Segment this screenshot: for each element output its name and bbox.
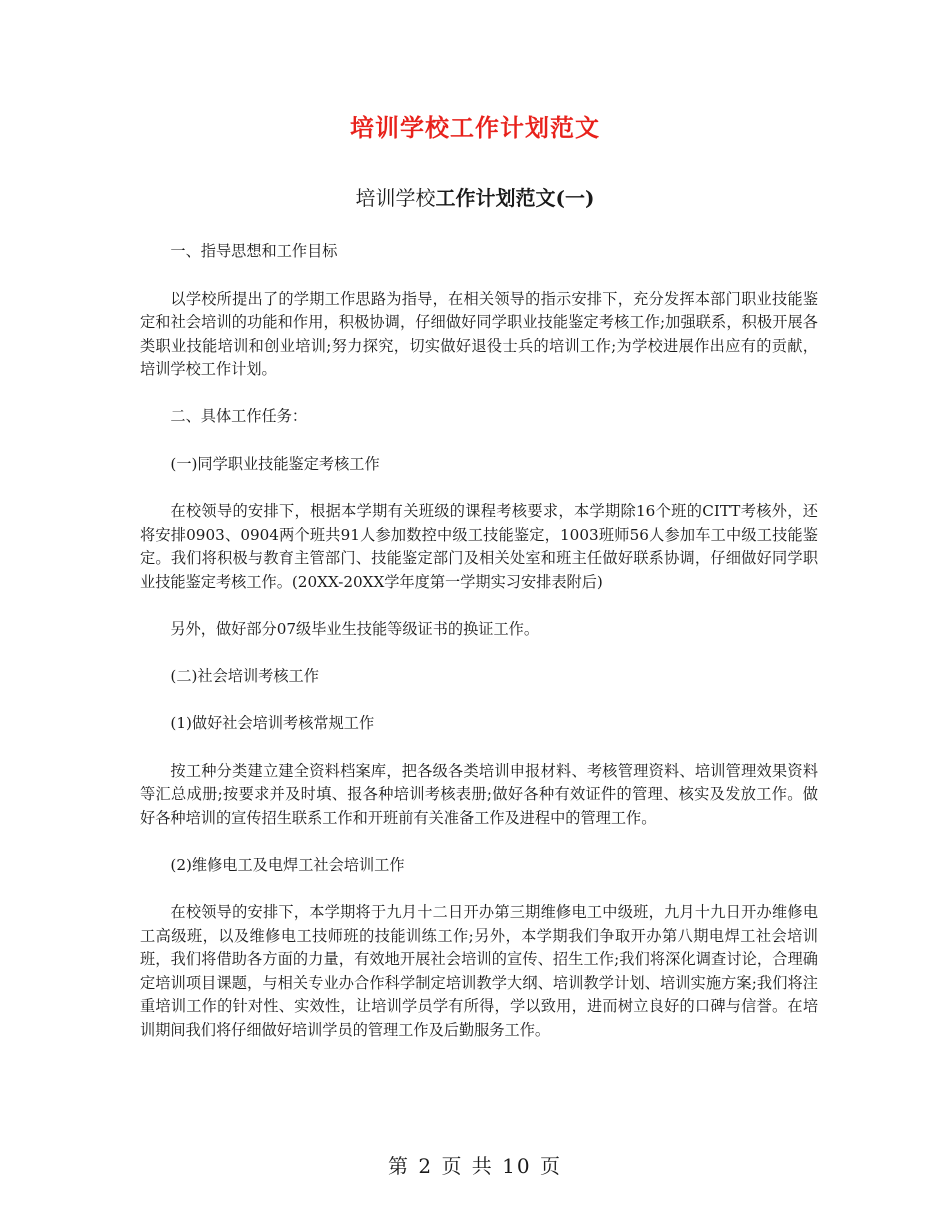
paragraph: 在校领导的安排下，根据本学期有关班级的课程考核要求，本学期除16个班的CITT考核外，还将安排0903、0904两个班共91人参加数控中级工技能鉴定，1003班师56人参加车工中级工技能鉴定。我们将积极与教育主管部门、技能鉴定部门及相关处室和班主任做好联系协调，仔细做好同学职业技能鉴定考核工作。(20XX-20XX学年度第一学期实习安排表附后): [140, 502, 818, 591]
paragraph: 另外，做好部分07级毕业生技能等级证书的换证工作。: [170, 619, 540, 638]
section-title: [0, 182, 950, 211]
paragraph: 在校领导的安排下，本学期将于九月十二日开办第三期维修电工中级班，九月十九日开办维修电工高级班，以及维修电工技师班的技能训练工作;另外，本学期我们争取开办第八期电焊工社会培训班，我们将借助各方面的力量，有效地开展社会培训的宣传、招生工作;我们将深化调查讨论，合理确定培训项目课题，与相关专业办合作科学制定培训教学大纲、培训教学计划、培训实施方案;我们将注重培训工作的针对性、实效性，让培训学员学有所得，学以致用，进而树立良好的口碑与信誉。在培训期间我们将仔细做好培训学员的管理工作及后勤服务工作。: [140, 903, 818, 1039]
subheading: (2)维修电工及电焊工社会培训工作: [170, 855, 405, 874]
paragraph: 按工种分类建立建全资料档案库，把各级各类培训申报材料、考核管理资料、培训管理效果资料等汇总成册;按要求并及时填、报各种培训考核表册;做好各种有效证件的管理、核实及发放工作。做好各种培训的宣传招生联系工作和开班前有关准备工作及进程中的管理工作。: [140, 761, 818, 827]
page-footer: 第 2 页 共 10 页: [388, 1154, 562, 1178]
paragraph: 以学校所提出了的学期工作思路为指导，在相关领导的指示安排下，充分发挥本部门职业技能鉴定和社会培训的功能和作用，积极协调，仔细做好同学职业技能鉴定考核工作;加强联系，积极开展各类职业技能培训和创业培训;努力探究，切实做好退役士兵的培训工作;为学校进展作出应有的贡献，培训学校工作计划。: [140, 289, 818, 378]
subheading: (1)做好社会培训考核常规工作: [170, 714, 375, 732]
section-title-bold: 工作计划范文(一): [435, 186, 595, 210]
document-title: 培训学校工作计划范文: [350, 113, 600, 142]
heading-guiding-ideology: 一、指导思想和工作目标: [170, 242, 338, 260]
document-body: [140, 240, 818, 1066]
subheading: (二)社会培训考核工作: [170, 666, 319, 685]
heading-specific-tasks: 二、具体工作任务：: [170, 407, 308, 425]
subheading: (一)同学职业技能鉴定考核工作: [170, 454, 380, 473]
section-title-plain: 培训学校: [355, 186, 436, 210]
